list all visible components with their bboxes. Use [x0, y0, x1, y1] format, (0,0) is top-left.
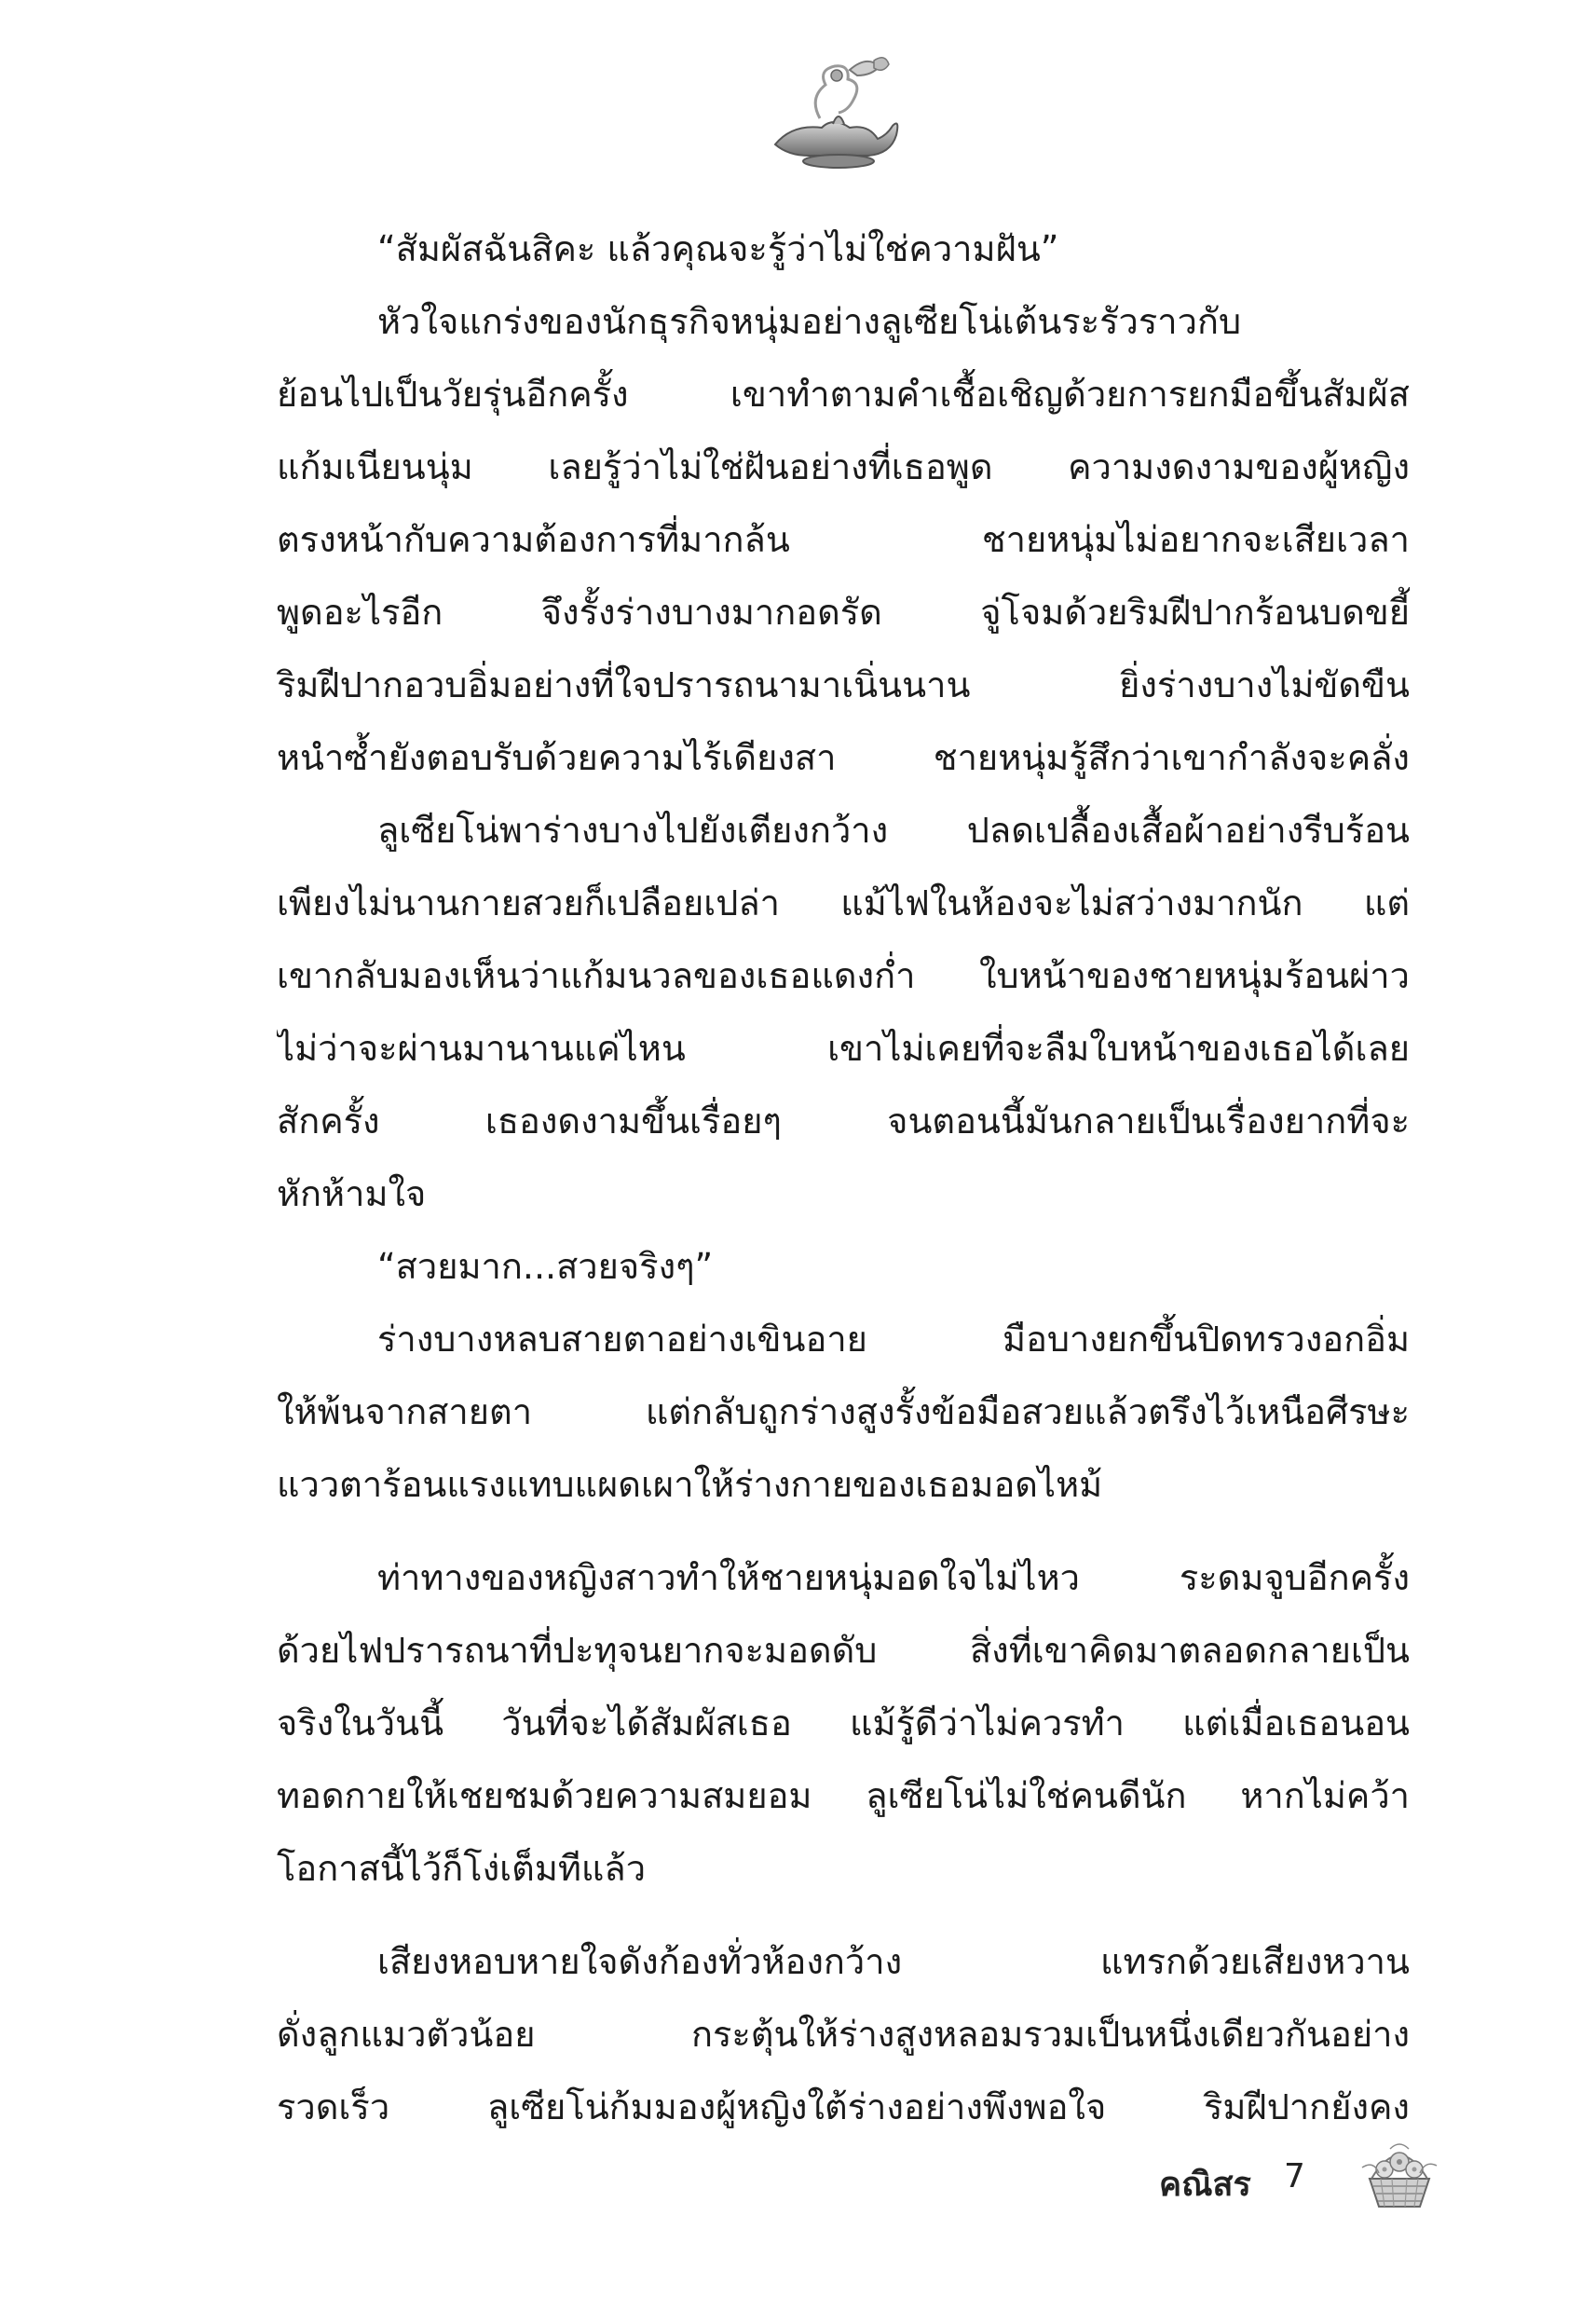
text-line: สักครั้ง เธองดงามขึ้นเรื่อยๆ จนตอนนี้มันกลายเป็นเรื่องยากที่จะ: [277, 1101, 1410, 1142]
text-line: หัวใจแกร่งของนักธุรกิจหนุ่มอย่างลูเซียโน่เต้นระรัวราวกับ: [377, 301, 1242, 342]
text-line: รวดเร็ว ลูเซียโน่ก้มมองผู้หญิงใต้ร่างอย่างพึงพอใจ ริมฝีปากยังคง: [277, 2086, 1410, 2127]
page-number: 7: [1284, 2157, 1305, 2195]
text-line: ไม่ว่าจะผ่านมานานแค่ไหน เขาไม่เคยที่จะลืมใบหน้าของเธอได้เลย: [277, 1028, 1410, 1069]
text-line: แววตาร้อนแรงแทบแผดเผาให้ร่างกายของเธอมอดไหม้: [277, 1464, 1103, 1505]
text-line: “สัมผัสฉันสิคะ แล้วคุณจะรู้ว่าไม่ใช่ความฝัน”: [377, 228, 1059, 269]
text-line: ลูเซียโน่พาร่างบางไปยังเตียงกว้าง ปลดเปลื้องเสื้อผ้าอย่างรีบร้อน: [377, 810, 1410, 851]
text-line: เพียงไม่นานกายสวยก็เปลือยเปล่า แม้ไฟในห้องจะไม่สว่างมากนัก แต่: [277, 882, 1410, 923]
text-line: โอกาสนี้ไว้ก็โง่เต็มทีแล้ว: [277, 1848, 647, 1889]
text-line: ริมฝีปากอวบอิ่มอย่างที่ใจปรารถนามาเนิ่นนาน ยิ่งร่างบางไม่ขัดขืน: [277, 664, 1410, 705]
text-line: “สวยมาก...สวยจริงๆ”: [377, 1246, 714, 1287]
text-line: หักห้ามใจ: [277, 1173, 427, 1214]
flower-basket-icon: [1353, 2132, 1446, 2214]
text-line: จริงในวันนี้ วันที่จะได้สัมผัสเธอ แม้รู้ดีว่าไม่ควรทำ แต่เมื่อเธอนอน: [277, 1702, 1410, 1744]
text-line: ดั่งลูกแมวตัวน้อย กระตุ้นให้ร่างสูงหลอมรวมเป็นหนึ่งเดียวกันอย่าง: [277, 2014, 1410, 2055]
footer-author: คณิสร: [1159, 2166, 1251, 2204]
text-line: ท่าทางของหญิงสาวทำให้ชายหนุ่มอดใจไม่ไหว ระดมจูบอีกครั้ง: [377, 1557, 1410, 1598]
text-line: ให้พ้นจากสายตา แต่กลับถูกร่างสูงรั้งข้อมือสวยแล้วตรึงไว้เหนือศีรษะ: [277, 1391, 1410, 1432]
text-line: ทอดกายให้เชยชมด้วยความสมยอม ลูเซียโน่ไม่ใช่คนดีนัก หากไม่คว้า: [277, 1775, 1410, 1816]
text-line: ด้วยไฟปรารถนาที่ปะทุจนยากจะมอดดับ สิ่งที่เขาคิดมาตลอดกลายเป็น: [277, 1630, 1410, 1671]
text-line: ร่างบางหลบสายตาอย่างเขินอาย มือบางยกขึ้นปิดทรวงอกอิ่ม: [377, 1319, 1410, 1360]
body-text: [277, 212, 1410, 2143]
text-line: ย้อนไปเป็นวัยรุ่นอีกครั้ง เขาทำตามคำเชื้อเชิญด้วยการยกมือขึ้นสัมผัส: [277, 374, 1410, 415]
text-line: เขากลับมองเห็นว่าแก้มนวลของเธอแดงก่ำ ใบหน้าของชายหนุ่มร้อนผ่าว: [277, 955, 1410, 996]
lamp-ornament-icon: [764, 51, 913, 172]
text-line: เสียงหอบหายใจดังก้องทั่วห้องกว้าง แทรกด้วยเสียงหวาน: [377, 1941, 1410, 1982]
text-line: ตรงหน้ากับความต้องการที่มากล้น ชายหนุ่มไม่อยากจะเสียเวลา: [277, 519, 1410, 560]
text-line: พูดอะไรอีก จึงรั้งร่างบางมากอดรัด จู่โจมด้วยริมฝีปากร้อนบดขยี้: [277, 592, 1410, 633]
text-line: หนำซ้ำยังตอบรับด้วยความไร้เดียงสา ชายหนุ่มรู้สึกว่าเขากำลังจะคลั่ง: [277, 737, 1410, 778]
text-line: แก้มเนียนนุ่ม เลยรู้ว่าไม่ใช่ฝันอย่างที่เธอพูด ความงดงามของผู้หญิง: [277, 446, 1410, 487]
